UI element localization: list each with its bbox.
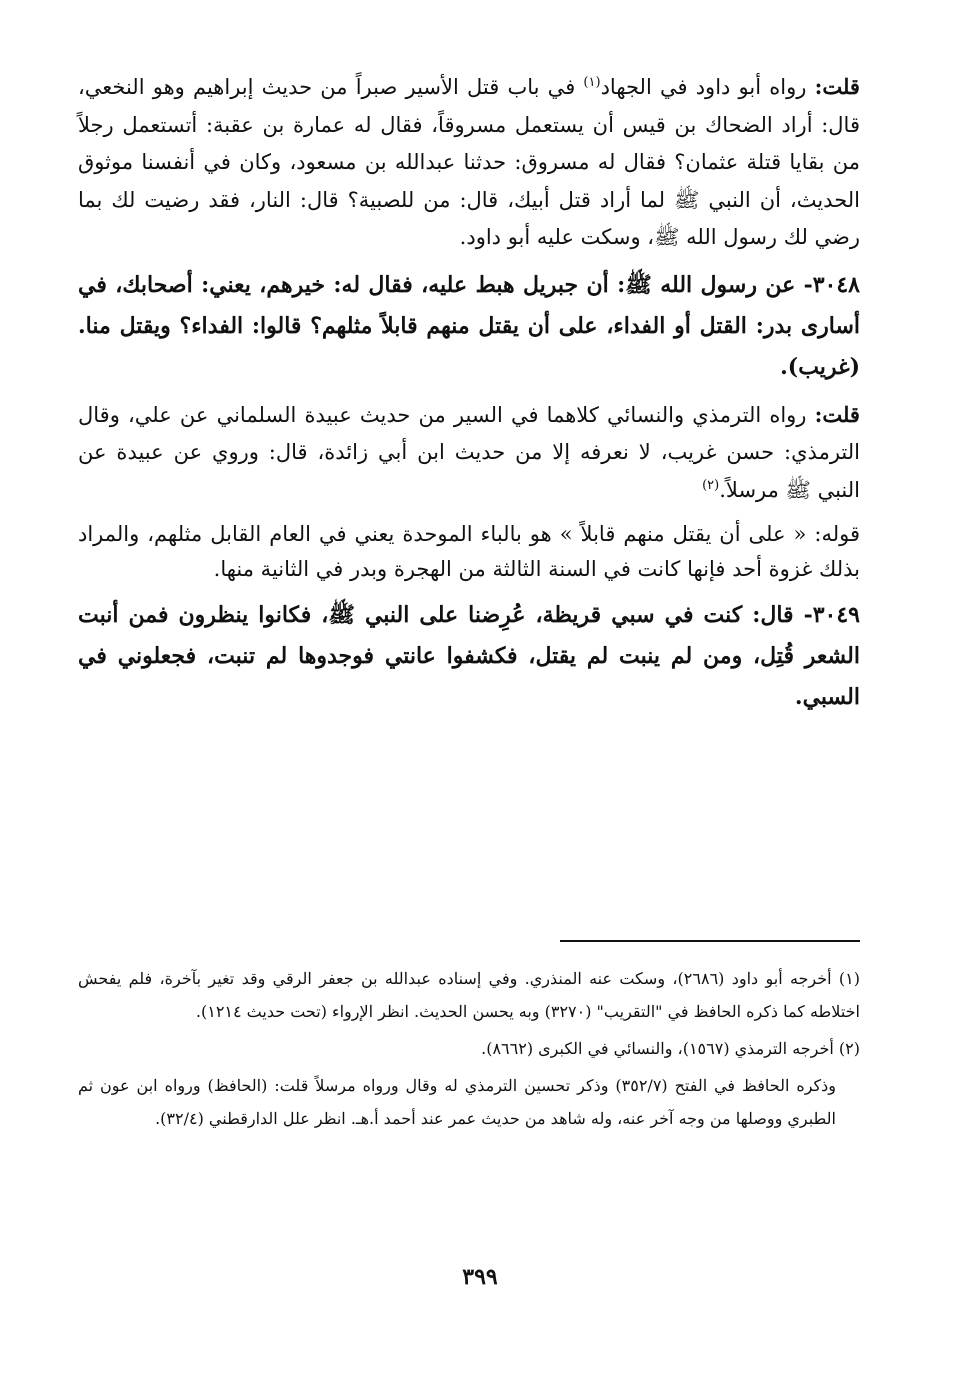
paragraph-1 <box>78 68 860 257</box>
paragraph-text: قوله: « على أن يقتل منهم قابلاً » هو بالباء الموحدة يعني في العام القابل مثلهم، والمراد بذلك غزوة أحد فإنها كانت في السنة الثالثة من الهجرة وبدر في الثانية منها. <box>78 522 860 581</box>
footnote-ref-2[interactable]: (٢) <box>702 477 720 493</box>
paragraph-text-continued: في باب قتل الأسير صبراً من حديث إبراهيم وهو النخعي، قال: أراد الضحاك بن قيس أن يستعمل مسروقاً، فقال له عمارة بن عقبة: أتستعمل رجلاً من بقايا قتلة عثمان؟ فقال له مسروق: حدثنا عبدالله بن مسعود، وكان في أنفسنا موثوق الحديث، أن النبي ﷺ لما أراد قتل أبيك، قال: من للصبية؟ قال: النار، فقد رضيت لك بما رضي لك رسول الله ﷺ، وسكت عليه أبو داود. <box>78 75 860 249</box>
footnote-1: (١) أخرجه أبو داود (٢٦٨٦)، وسكت عنه المنذري. وفي إسناده عبدالله بن جعفر الرقي وقد تغير بآخرة، فلم يفحش اختلاطه كما ذكره الحافظ في "التقريب" (٣٢٧٠) وبه يحسن الحديث. انظر الإرواء (تحت حديث ١٢١٤). <box>78 969 861 1021</box>
footnote-2: (٢) أخرجه الترمذي (١٥٦٧)، والنسائي في الكبرى (٨٦٦٢). <box>481 1039 860 1058</box>
footnote-divider <box>560 940 860 942</box>
main-text <box>78 68 860 726</box>
hadith-text: ٣٠٤٩- قال: كنت في سبي قريظة، عُرِضنا على النبي ﷺ، فكانوا ينظرون فمن أنبت الشعر قُتِل، ومن لم ينبت لم يقتل، فكشفوا عانتي فوجدوها لم تنبت، فجعلوني في السبي. <box>78 602 860 710</box>
page-number: ٣٩٩ <box>462 1264 498 1290</box>
paragraph-lead: قلت: <box>814 74 860 99</box>
hadith-text: ٣٠٤٨- عن رسول الله ﷺ: أن جبريل هبط عليه، فقال له: خيرهم، يعني: أصحابك، في أسارى بدر: القتل أو الفداء، على أن يقتل منهم قابلاً مثلهم؟ قالوا: الفداء؟ ويقتل منا.(غريب). <box>78 271 860 380</box>
footnotes <box>78 962 860 1139</box>
paragraph-text: رواه الترمذي والنسائي كلاهما في السير من حديث عبيدة السلماني عن علي، وقال الترمذي: حسن غريب، لا نعرفه إلا من حديث ابن أبي زائدة، قال: وروي عن عبيدة عن النبي ﷺ مرسلاً. <box>78 402 860 502</box>
paragraph-4 <box>78 517 860 587</box>
hadith-3048 <box>78 265 860 388</box>
paragraph-text: رواه أبو داود في الجهاد <box>600 75 807 99</box>
paragraph-lead: قلت: <box>814 401 860 427</box>
paragraph-3 <box>78 396 860 510</box>
footnote-2-continued: وذكره الحافظ في الفتح (٣٥٢/٧) وذكر تحسين الترمذي له وقال ورواه مرسلاً قلت: (الحافظ) ورواه ابن عون ثم الطبري ووصلها من وجه آخر عنه، وله شاهد من حديث عمر عند أحمد أ.هـ. انظر علل الدارقطني (٣٢/٤). <box>78 1076 837 1128</box>
hadith-3049 <box>78 595 860 718</box>
footnote-ref-1[interactable]: (١) <box>583 75 601 90</box>
